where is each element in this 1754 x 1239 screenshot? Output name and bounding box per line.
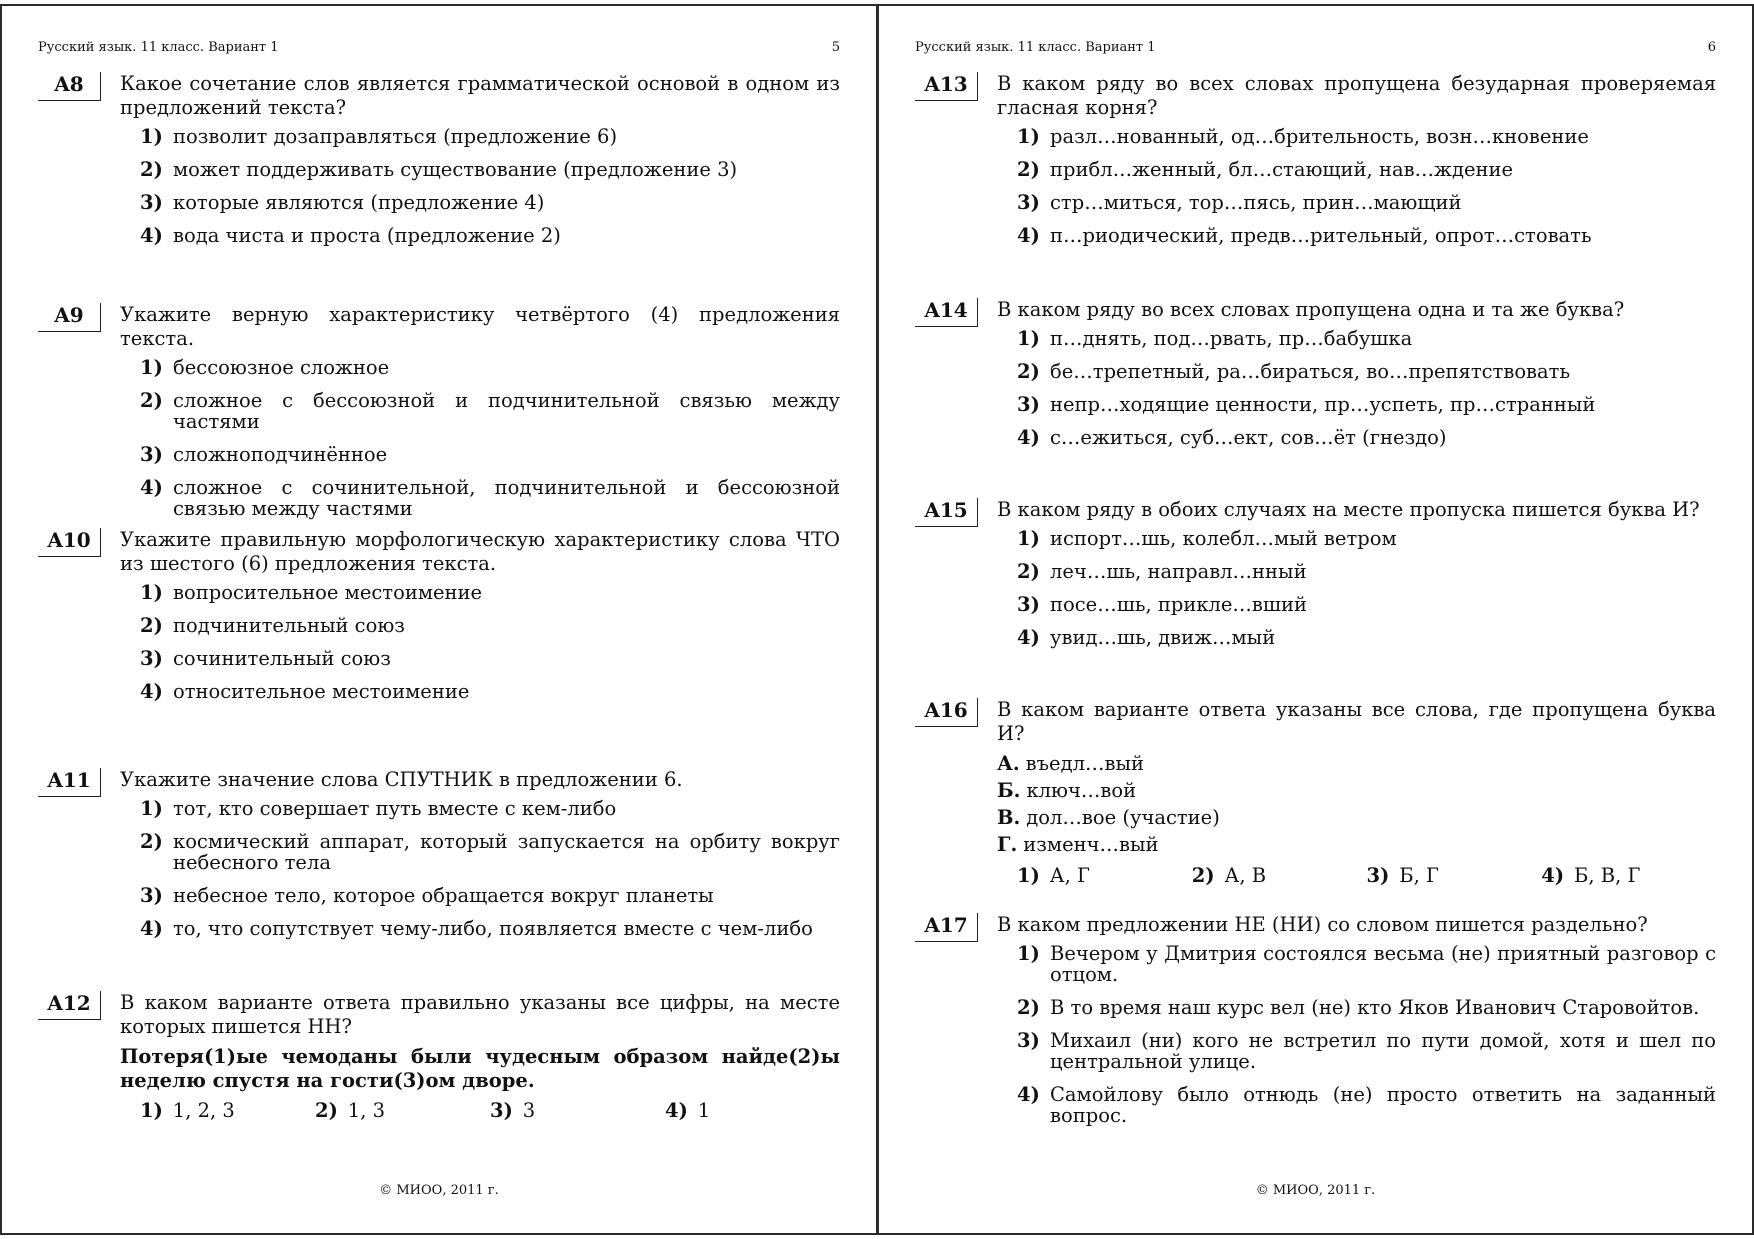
option-number: 3) — [1017, 593, 1040, 616]
option-text: Вечером у Дмитрия состоялся весьма (не) приятный разговор с отцом. — [1050, 942, 1716, 986]
answer-option — [1017, 159, 1716, 180]
answer-options — [1017, 126, 1716, 246]
option-text: 1 — [697, 1099, 711, 1122]
option-number: 1) — [140, 125, 163, 148]
option-text: сочинительный союз — [173, 647, 391, 670]
answer-option — [140, 885, 840, 906]
answer-option — [1017, 361, 1716, 382]
option-text: бе…трепетный, ра…бираться, во…препятствовать — [1050, 360, 1571, 383]
option-number: 2) — [140, 614, 163, 637]
answer-options — [1017, 528, 1716, 648]
answer-option — [1367, 864, 1542, 887]
option-number: 2) — [140, 389, 163, 412]
question-text: Укажите верную характеристику четвёртого (4) предложения текста. — [120, 303, 840, 350]
answer-option — [1017, 192, 1716, 213]
question-text: В каком предложении НЕ (НИ) со словом пишется раздельно? — [997, 913, 1648, 936]
option-number: 4) — [140, 224, 163, 247]
option-number: 4) — [1017, 626, 1040, 649]
answer-option — [315, 1099, 490, 1122]
option-text: сложное с сочинительной, подчинительной и бессоюзной связью между частями — [173, 476, 840, 520]
word-text: ключ…вой — [1026, 779, 1137, 802]
option-text: испорт…шь, колебл…мый ветром — [1050, 527, 1397, 550]
option-text: п…риодический, предв…рительный, опрот…стовать — [1050, 224, 1592, 247]
answer-option — [140, 159, 840, 180]
answer-option — [1017, 561, 1716, 582]
option-text: бессоюзное сложное — [173, 356, 390, 379]
answer-option — [1541, 864, 1716, 887]
page-number: 6 — [1707, 40, 1716, 55]
answer-option — [1017, 864, 1192, 887]
answer-option — [1017, 328, 1716, 349]
option-text: посе…шь, прикле…вший — [1050, 593, 1308, 616]
answer-option — [1017, 126, 1716, 147]
answer-options — [1017, 943, 1716, 1126]
option-text: сложное с бессоюзной и подчинительной связью между частями — [173, 389, 840, 433]
answer-option — [665, 1099, 840, 1122]
page-footer: © МИОО, 2011 г. — [1255, 1183, 1376, 1198]
option-number: 3) — [1017, 393, 1040, 416]
answer-option — [140, 681, 840, 702]
question-text: Какое сочетание слов является грамматической основой в одном из предложений текста? — [120, 72, 840, 119]
option-number: 3) — [1017, 191, 1040, 214]
answer-option — [1017, 1030, 1716, 1072]
answer-option — [490, 1099, 665, 1122]
question-a12 — [38, 991, 840, 1122]
option-number: 1) — [1017, 527, 1040, 550]
answer-option — [140, 798, 840, 819]
answer-options — [140, 126, 840, 246]
option-text: 3 — [522, 1099, 536, 1122]
question-text: В каком ряду во всех словах пропущена одна и та же буква? — [997, 298, 1625, 321]
option-text: А, В — [1224, 864, 1267, 887]
question-a15 — [915, 498, 1716, 660]
option-number: 3) — [1366, 864, 1390, 887]
word-label: В. — [997, 806, 1021, 829]
option-number: 4) — [1017, 224, 1040, 247]
page-footer: © МИОО, 2011 г. — [379, 1183, 499, 1198]
answer-option — [1017, 943, 1716, 985]
word-label: А. — [997, 752, 1020, 775]
question-number: A17 — [915, 913, 978, 942]
option-text: относительное местоимение — [173, 680, 470, 703]
option-number: 3) — [140, 191, 163, 214]
option-number: 2) — [1017, 158, 1040, 181]
word-label: Б. — [997, 779, 1021, 802]
answer-option — [140, 444, 840, 465]
question-number: A10 — [38, 528, 101, 557]
question-a17 — [915, 913, 1716, 1138]
header-title: Русский язык. 11 класс. Вариант 1 — [915, 40, 1156, 55]
answer-option — [140, 390, 840, 432]
option-number: 1) — [140, 581, 163, 604]
option-text: стр…миться, тор…пясь, прин…мающий — [1050, 191, 1462, 214]
answer-option — [140, 126, 840, 147]
question-number: A16 — [915, 698, 978, 727]
question-text: В каком ряду в обоих случаях на месте пропуска пишется буква И? — [997, 498, 1700, 521]
answer-option — [140, 477, 840, 519]
option-text: п…днять, под…рвать, пр…бабушка — [1050, 327, 1413, 350]
option-number: 2) — [1017, 560, 1040, 583]
option-number: 3) — [140, 443, 163, 466]
option-number: 4) — [140, 476, 163, 499]
page-header — [915, 40, 1716, 60]
option-number: 4) — [1017, 426, 1040, 449]
answer-options — [140, 582, 840, 702]
question-number: A12 — [38, 991, 101, 1020]
option-number: 3) — [1017, 1029, 1040, 1052]
word-text: дол…вое (участие) — [1026, 806, 1220, 829]
option-text: тот, кто совершает путь вместе с кем-либо — [173, 797, 617, 820]
word-text: въедл…вый — [1025, 752, 1144, 775]
answer-option — [1017, 528, 1716, 549]
option-number: 1) — [140, 356, 163, 379]
option-number: 3) — [490, 1099, 513, 1122]
question-a14 — [915, 298, 1716, 460]
question-sentence: Потеря(1)ые чемоданы были чудесным образом найде(2)ы неделю спустя на гости(3)ом дворе. — [120, 1045, 840, 1092]
option-number: 1) — [140, 1099, 163, 1122]
option-number: 1) — [1017, 125, 1040, 148]
question-a13 — [915, 72, 1716, 258]
option-text: космический аппарат, который запускается на орбиту вокруг небесного тела — [173, 830, 840, 874]
question-text: В каком ряду во всех словах пропущена безударная проверяемая гласная корня? — [997, 72, 1716, 119]
option-text: Михаил (ни) кого не встретил по пути домой, хотя и шел по центральной улице. — [1050, 1029, 1716, 1073]
question-text: В каком варианте ответа правильно указаны все цифры, на месте которых пишется НН? — [120, 991, 840, 1038]
answer-option — [1017, 394, 1716, 415]
option-number: 1) — [1017, 327, 1040, 350]
option-text: которые являются (предложение 4) — [173, 191, 545, 214]
option-number: 4) — [1541, 864, 1565, 887]
option-text: непр…ходящие ценности, пр…успеть, пр…странный — [1050, 393, 1596, 416]
option-text: позволит дозаправляться (предложение 6) — [173, 125, 618, 148]
option-text: леч…шь, направл…нный — [1050, 560, 1307, 583]
answer-option — [1017, 427, 1716, 448]
option-number: 1) — [1017, 942, 1040, 965]
option-number: 1) — [1017, 864, 1040, 887]
option-text: Б, В, Г — [1574, 864, 1641, 887]
option-text: сложноподчинённое — [173, 443, 388, 466]
option-number: 2) — [1191, 864, 1215, 887]
option-number: 4) — [665, 1099, 688, 1122]
question-a9 — [38, 303, 840, 531]
answer-option — [1017, 997, 1716, 1018]
option-text: с…ежиться, суб…ект, сов…ёт (гнездо) — [1050, 426, 1447, 449]
word-list — [997, 750, 1716, 858]
option-text: 1, 3 — [347, 1099, 386, 1122]
option-text: В то время наш курс вел (не) кто Яков Иванович Старовойтов. — [1050, 996, 1700, 1019]
answer-options — [1017, 328, 1716, 448]
question-a8 — [38, 72, 840, 258]
option-number: 4) — [140, 917, 163, 940]
option-text: то, что сопутствует чему-либо, появляется вместе с чем-либо — [173, 917, 813, 940]
word-item — [997, 831, 1716, 858]
answer-option — [140, 918, 840, 939]
option-text: 1, 2, 3 — [172, 1099, 235, 1122]
option-number: 2) — [315, 1099, 338, 1122]
option-text: Б, Г — [1399, 864, 1439, 887]
question-number: A15 — [915, 498, 978, 527]
page-header — [38, 40, 840, 60]
question-a11 — [38, 768, 840, 951]
answer-options — [1017, 864, 1716, 887]
word-label: Г. — [997, 833, 1018, 856]
page-right — [877, 4, 1754, 1235]
option-text: А, Г — [1049, 864, 1090, 887]
answer-option — [1192, 864, 1367, 887]
question-text: Укажите значение слова СПУТНИК в предложении 6. — [120, 768, 683, 791]
question-a10 — [38, 528, 840, 714]
option-number: 3) — [140, 884, 163, 907]
word-item — [997, 750, 1716, 777]
option-number: 2) — [1017, 996, 1040, 1019]
option-text: может поддерживать существование (предложение 3) — [173, 158, 738, 181]
answer-option — [140, 831, 840, 873]
answer-option — [140, 648, 840, 669]
question-number: A14 — [915, 298, 978, 327]
question-a16 — [915, 698, 1716, 887]
answer-option — [140, 615, 840, 636]
answer-option — [140, 357, 840, 378]
page-number: 5 — [831, 40, 840, 55]
option-number: 4) — [1017, 1083, 1040, 1106]
option-text: подчинительный союз — [173, 614, 405, 637]
answer-options — [140, 357, 840, 519]
option-number: 3) — [140, 647, 163, 670]
option-text: Самойлову было отнюдь (не) просто ответить на заданный вопрос. — [1050, 1083, 1716, 1127]
answer-option — [1017, 594, 1716, 615]
option-number: 2) — [140, 158, 163, 181]
answer-option — [1017, 1084, 1716, 1126]
question-number: A13 — [915, 72, 978, 101]
question-number: A8 — [38, 72, 101, 101]
option-text: вода чиста и проста (предложение 2) — [173, 224, 561, 247]
page-left — [0, 4, 878, 1235]
question-text: Укажите правильную морфологическую характеристику слова ЧТО из шестого (6) предложения текста. — [120, 528, 840, 575]
answer-options — [140, 798, 840, 939]
question-text: В каком варианте ответа указаны все слова, где пропущена буква И? — [997, 698, 1716, 745]
word-item — [997, 804, 1716, 831]
word-text: изменч…вый — [1023, 833, 1159, 856]
option-number: 4) — [140, 680, 163, 703]
option-number: 1) — [140, 797, 163, 820]
question-number: A9 — [38, 303, 101, 332]
option-text: прибл…женный, бл…стающий, нав…ждение — [1050, 158, 1514, 181]
answer-option — [140, 225, 840, 246]
answer-option — [1017, 627, 1716, 648]
answer-option — [140, 582, 840, 603]
answer-options — [140, 1099, 840, 1122]
option-text: разл…нованный, од…брительность, возн…кновение — [1050, 125, 1589, 148]
option-text: небесное тело, которое обращается вокруг планеты — [173, 884, 714, 907]
header-title: Русский язык. 11 класс. Вариант 1 — [38, 40, 279, 55]
option-number: 2) — [140, 830, 163, 853]
answer-option — [140, 1099, 315, 1122]
option-text: вопросительное местоимение — [173, 581, 483, 604]
answer-option — [140, 192, 840, 213]
word-item — [997, 777, 1716, 804]
answer-option — [1017, 225, 1716, 246]
question-number: A11 — [38, 768, 101, 797]
option-text: увид…шь, движ…мый — [1050, 626, 1276, 649]
option-number: 2) — [1017, 360, 1040, 383]
